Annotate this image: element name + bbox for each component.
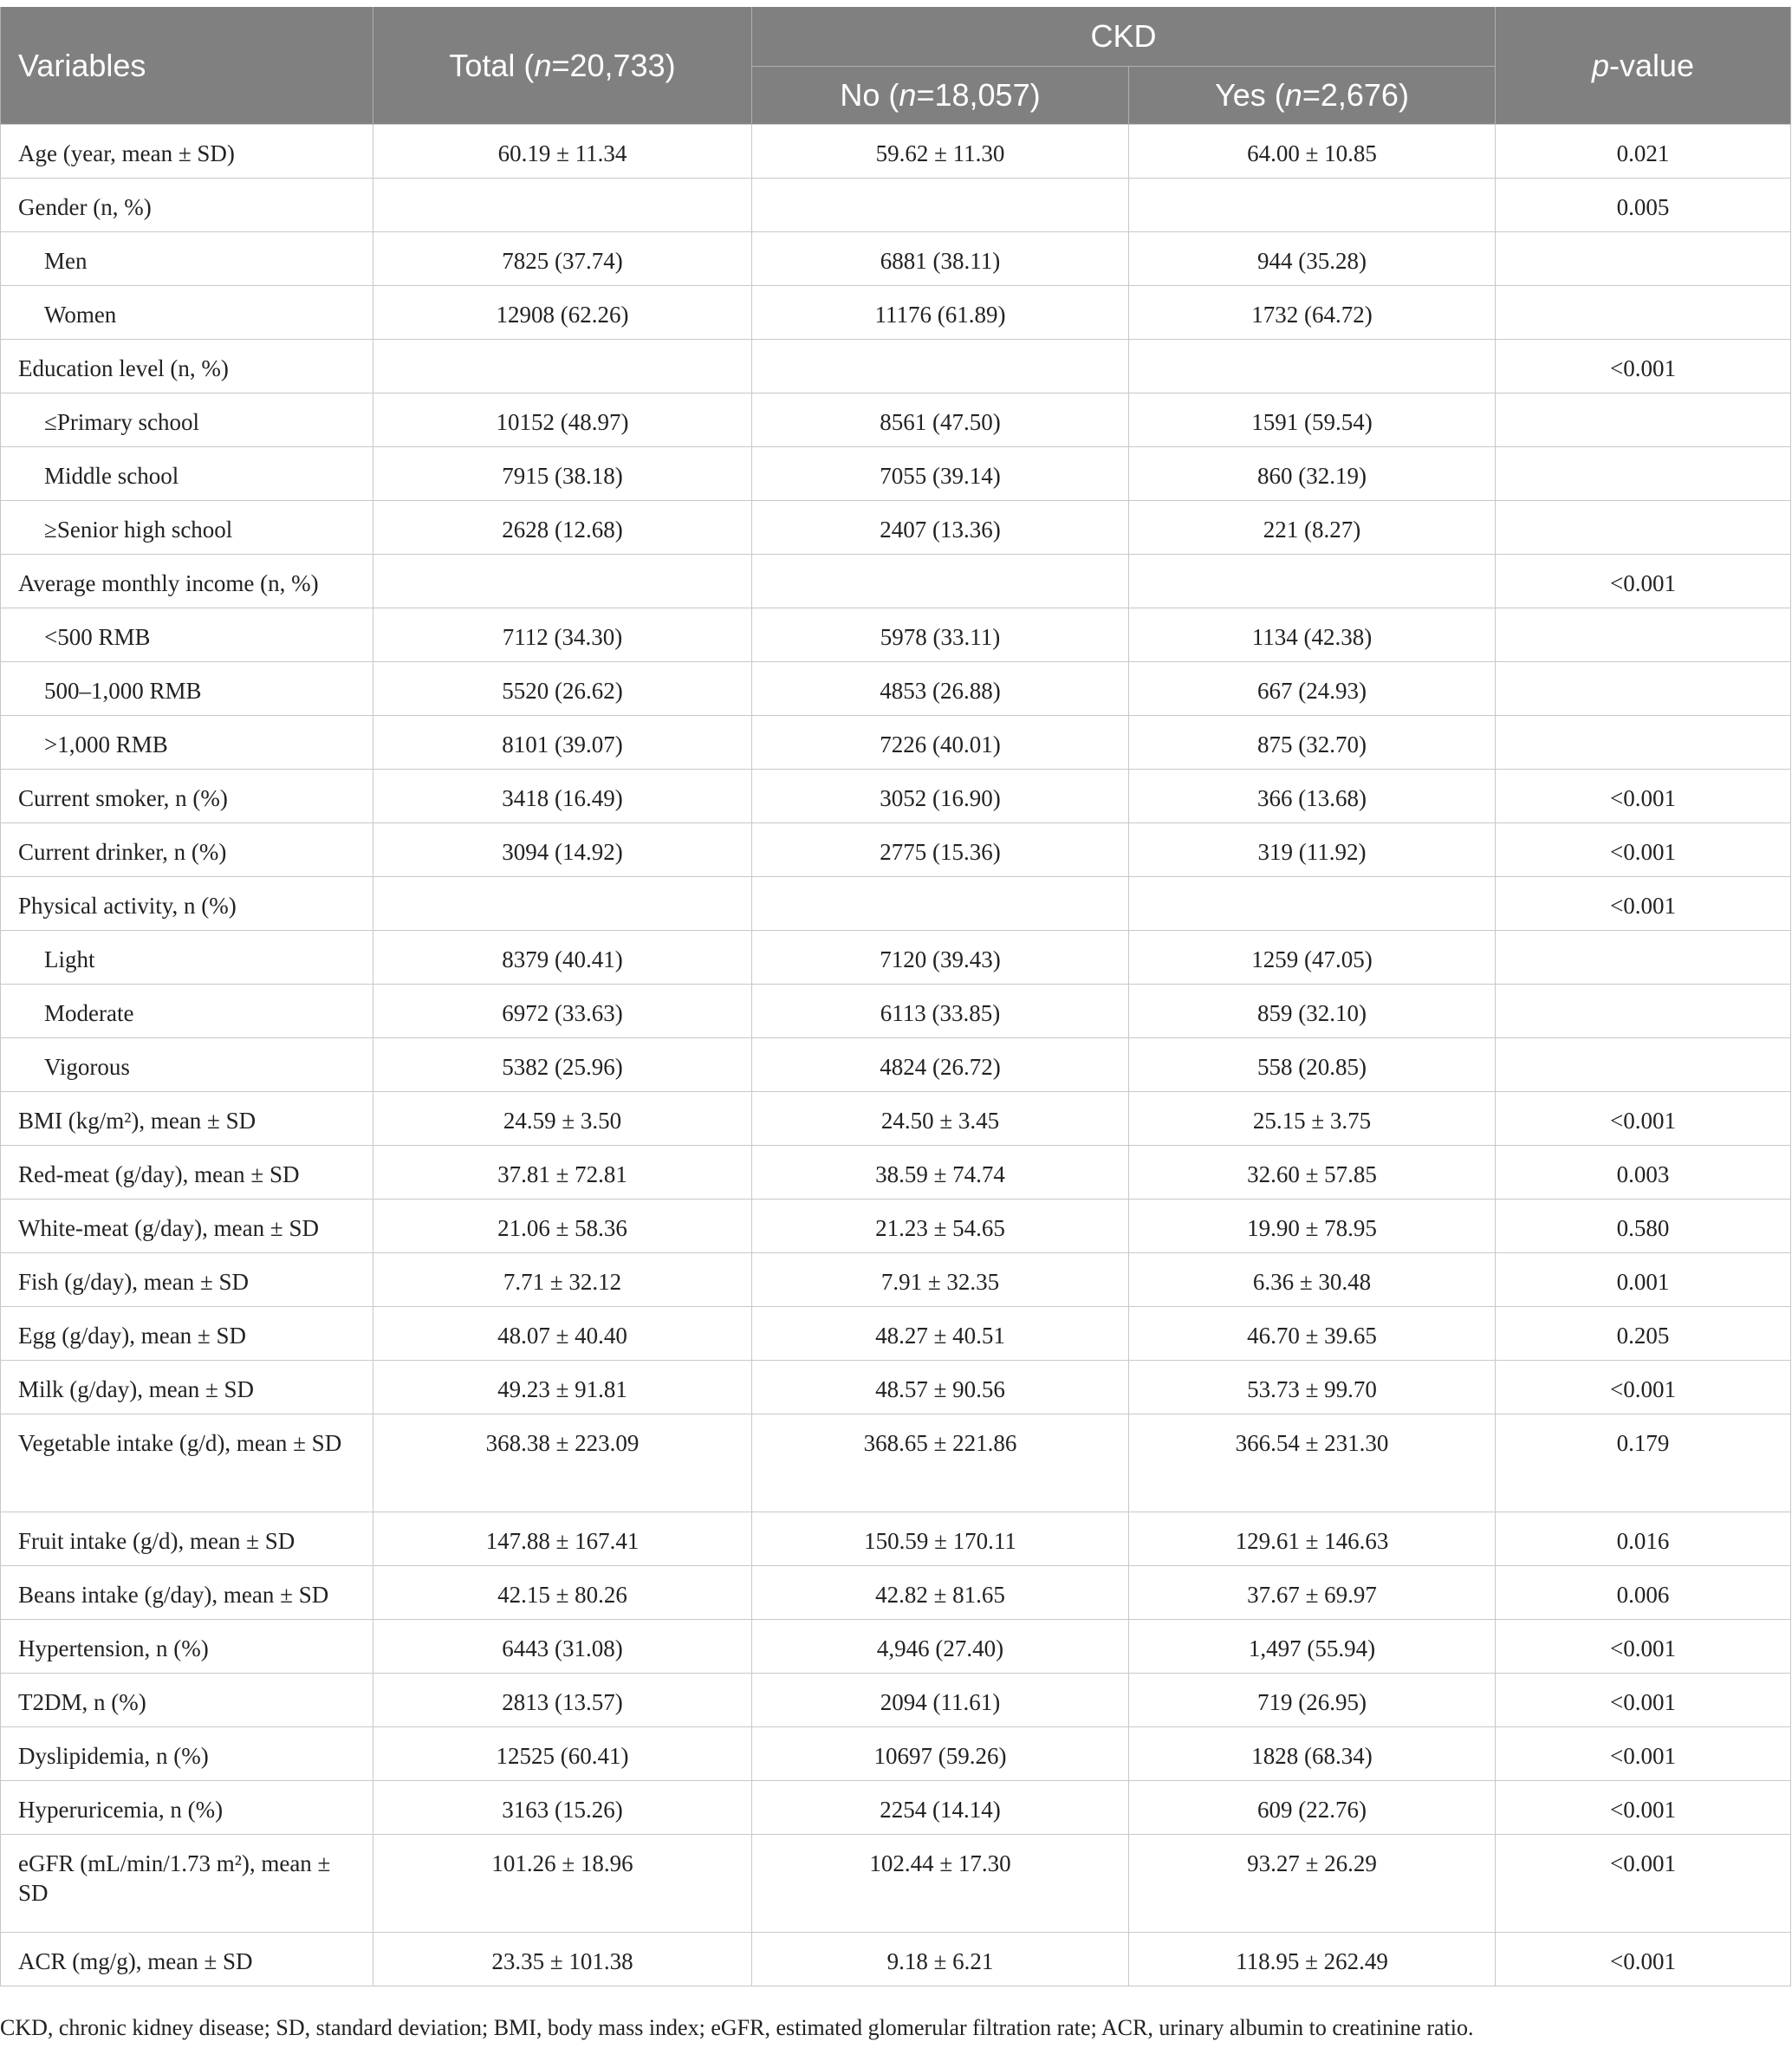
variable-cell: Red-meat (g/day), mean ± SD	[1, 1146, 373, 1200]
ckd-yes-cell: 53.73 ± 99.70	[1129, 1361, 1496, 1414]
ckd-yes-cell: 719 (26.95)	[1129, 1674, 1496, 1727]
ckd-yes-cell: 1259 (47.05)	[1129, 931, 1496, 985]
ckd-yes-cell: 25.15 ± 3.75	[1129, 1092, 1496, 1146]
variable-cell: <500 RMB	[1, 608, 373, 662]
total-cell: 3094 (14.92)	[373, 823, 752, 877]
ckd-yes-cell: 1134 (42.38)	[1129, 608, 1496, 662]
ckd-no-cell: 150.59 ± 170.11	[752, 1512, 1129, 1566]
p-value-cell	[1496, 608, 1791, 662]
ckd-no-cell: 368.65 ± 221.86	[752, 1414, 1129, 1512]
total-cell: 7112 (34.30)	[373, 608, 752, 662]
ckd-yes-cell	[1129, 179, 1496, 232]
variable-cell: Men	[1, 232, 373, 286]
table-row	[1, 286, 1791, 340]
ckd-no-cell	[752, 555, 1129, 608]
variable-cell: ≤Primary school	[1, 393, 373, 447]
ckd-no-cell: 4824 (26.72)	[752, 1038, 1129, 1092]
table-row	[1, 823, 1791, 877]
p-value-cell: <0.001	[1496, 770, 1791, 823]
table-row	[1, 985, 1791, 1038]
total-cell: 5382 (25.96)	[373, 1038, 752, 1092]
total-cell: 8379 (40.41)	[373, 931, 752, 985]
p-value-cell	[1496, 447, 1791, 501]
variable-cell: Vegetable intake (g/d), mean ± SD	[1, 1414, 373, 1512]
variable-cell: Milk (g/day), mean ± SD	[1, 1361, 373, 1414]
ckd-yes-cell: 32.60 ± 57.85	[1129, 1146, 1496, 1200]
variable-cell: 500–1,000 RMB	[1, 662, 373, 716]
table-row	[1, 608, 1791, 662]
ckd-no-cell: 2254 (14.14)	[752, 1781, 1129, 1835]
ckd-yes-cell: 1828 (68.34)	[1129, 1727, 1496, 1781]
ckd-yes-cell: 860 (32.19)	[1129, 447, 1496, 501]
total-cell: 7825 (37.74)	[373, 232, 752, 286]
header-p-value: p-value	[1496, 7, 1791, 125]
header-total: Total (n=20,733)	[373, 7, 752, 125]
total-cell: 10152 (48.97)	[373, 393, 752, 447]
variable-cell: Education level (n, %)	[1, 340, 373, 393]
ckd-no-cell	[752, 179, 1129, 232]
total-cell: 3163 (15.26)	[373, 1781, 752, 1835]
variable-cell: Middle school	[1, 447, 373, 501]
total-cell: 21.06 ± 58.36	[373, 1200, 752, 1253]
variable-cell: BMI (kg/m²), mean ± SD	[1, 1092, 373, 1146]
ckd-no-cell: 48.57 ± 90.56	[752, 1361, 1129, 1414]
table-row	[1, 1674, 1791, 1727]
variable-cell: Age (year, mean ± SD)	[1, 125, 373, 179]
table-row	[1, 931, 1791, 985]
p-value-cell: 0.003	[1496, 1146, 1791, 1200]
ckd-yes-cell	[1129, 877, 1496, 931]
p-value-cell: 0.016	[1496, 1512, 1791, 1566]
variable-cell: T2DM, n (%)	[1, 1674, 373, 1727]
variable-cell: Beans intake (g/day), mean ± SD	[1, 1566, 373, 1620]
total-cell: 42.15 ± 80.26	[373, 1566, 752, 1620]
ckd-no-cell: 24.50 ± 3.45	[752, 1092, 1129, 1146]
variable-cell: White-meat (g/day), mean ± SD	[1, 1200, 373, 1253]
p-value-cell: <0.001	[1496, 555, 1791, 608]
table-row	[1, 1512, 1791, 1566]
p-value-cell: 0.179	[1496, 1414, 1791, 1512]
variable-cell: ≥Senior high school	[1, 501, 373, 555]
p-value-cell	[1496, 1038, 1791, 1092]
ckd-no-cell: 7120 (39.43)	[752, 931, 1129, 985]
p-value-cell: <0.001	[1496, 1361, 1791, 1414]
ckd-yes-cell: 667 (24.93)	[1129, 662, 1496, 716]
total-cell	[373, 877, 752, 931]
p-value-cell: 0.001	[1496, 1253, 1791, 1307]
p-value-cell: <0.001	[1496, 1727, 1791, 1781]
table-row	[1, 555, 1791, 608]
table-row	[1, 125, 1791, 179]
ckd-no-cell: 21.23 ± 54.65	[752, 1200, 1129, 1253]
ckd-yes-cell	[1129, 340, 1496, 393]
header-ckd: CKD	[752, 7, 1496, 67]
ckd-no-cell: 4853 (26.88)	[752, 662, 1129, 716]
variable-cell: Average monthly income (n, %)	[1, 555, 373, 608]
variable-cell: Fish (g/day), mean ± SD	[1, 1253, 373, 1307]
table-row	[1, 1361, 1791, 1414]
p-value-cell: <0.001	[1496, 877, 1791, 931]
total-cell: 2813 (13.57)	[373, 1674, 752, 1727]
ckd-no-cell: 3052 (16.90)	[752, 770, 1129, 823]
table-row	[1, 1933, 1791, 1986]
table-row	[1, 179, 1791, 232]
ckd-no-cell: 5978 (33.11)	[752, 608, 1129, 662]
total-cell: 147.88 ± 167.41	[373, 1512, 752, 1566]
p-value-cell: <0.001	[1496, 1835, 1791, 1933]
ckd-yes-cell: 6.36 ± 30.48	[1129, 1253, 1496, 1307]
ckd-yes-cell: 1591 (59.54)	[1129, 393, 1496, 447]
ckd-no-cell: 7.91 ± 32.35	[752, 1253, 1129, 1307]
ckd-yes-cell: 558 (20.85)	[1129, 1038, 1496, 1092]
p-value-cell	[1496, 985, 1791, 1038]
p-value-cell	[1496, 393, 1791, 447]
p-value-cell	[1496, 501, 1791, 555]
variable-cell: Vigorous	[1, 1038, 373, 1092]
ckd-no-cell: 2094 (11.61)	[752, 1674, 1129, 1727]
table-container	[0, 7, 1790, 1986]
table-row	[1, 1566, 1791, 1620]
table-row	[1, 1727, 1791, 1781]
total-cell: 7.71 ± 32.12	[373, 1253, 752, 1307]
ckd-yes-cell: 366.54 ± 231.30	[1129, 1414, 1496, 1512]
ckd-no-cell: 7226 (40.01)	[752, 716, 1129, 770]
p-value-cell: <0.001	[1496, 1933, 1791, 1986]
p-value-cell: <0.001	[1496, 1620, 1791, 1674]
ckd-yes-cell	[1129, 555, 1496, 608]
total-cell: 23.35 ± 101.38	[373, 1933, 752, 1986]
ckd-no-cell: 42.82 ± 81.65	[752, 1566, 1129, 1620]
variable-cell: Fruit intake (g/d), mean ± SD	[1, 1512, 373, 1566]
ckd-yes-cell: 319 (11.92)	[1129, 823, 1496, 877]
ckd-no-cell: 2775 (15.36)	[752, 823, 1129, 877]
ckd-yes-cell: 944 (35.28)	[1129, 232, 1496, 286]
ckd-yes-cell: 221 (8.27)	[1129, 501, 1496, 555]
total-cell: 6972 (33.63)	[373, 985, 752, 1038]
ckd-yes-cell: 129.61 ± 146.63	[1129, 1512, 1496, 1566]
table-row	[1, 1038, 1791, 1092]
p-value-cell	[1496, 286, 1791, 340]
total-cell	[373, 179, 752, 232]
ckd-yes-cell: 46.70 ± 39.65	[1129, 1307, 1496, 1361]
table-row	[1, 770, 1791, 823]
table-header	[1, 7, 1791, 125]
ckd-no-cell: 102.44 ± 17.30	[752, 1835, 1129, 1933]
total-cell: 8101 (39.07)	[373, 716, 752, 770]
variable-cell: Dyslipidemia, n (%)	[1, 1727, 373, 1781]
p-value-cell: 0.580	[1496, 1200, 1791, 1253]
variable-cell: Egg (g/day), mean ± SD	[1, 1307, 373, 1361]
p-value-cell	[1496, 232, 1791, 286]
table-row	[1, 1200, 1791, 1253]
total-cell	[373, 340, 752, 393]
ckd-yes-cell: 859 (32.10)	[1129, 985, 1496, 1038]
table-row	[1, 1781, 1791, 1835]
table-row	[1, 232, 1791, 286]
ckd-yes-cell: 875 (32.70)	[1129, 716, 1496, 770]
header-variables: Variables	[1, 7, 373, 125]
p-value-cell: <0.001	[1496, 823, 1791, 877]
p-value-cell: <0.001	[1496, 1781, 1791, 1835]
total-cell: 368.38 ± 223.09	[373, 1414, 752, 1512]
ckd-no-cell: 59.62 ± 11.30	[752, 125, 1129, 179]
total-cell	[373, 555, 752, 608]
variable-cell: Hypertension, n (%)	[1, 1620, 373, 1674]
ckd-yes-cell: 366 (13.68)	[1129, 770, 1496, 823]
total-cell: 48.07 ± 40.40	[373, 1307, 752, 1361]
p-value-cell	[1496, 931, 1791, 985]
table-row	[1, 1146, 1791, 1200]
table-row	[1, 501, 1791, 555]
table-row	[1, 393, 1791, 447]
ckd-no-cell	[752, 877, 1129, 931]
p-value-cell	[1496, 716, 1791, 770]
ckd-yes-cell: 1732 (64.72)	[1129, 286, 1496, 340]
ckd-no-cell	[752, 340, 1129, 393]
total-cell: 60.19 ± 11.34	[373, 125, 752, 179]
total-cell: 6443 (31.08)	[373, 1620, 752, 1674]
table-row	[1, 1253, 1791, 1307]
total-cell: 37.81 ± 72.81	[373, 1146, 752, 1200]
total-cell: 12908 (62.26)	[373, 286, 752, 340]
ckd-no-cell: 38.59 ± 74.74	[752, 1146, 1129, 1200]
ckd-yes-cell: 37.67 ± 69.97	[1129, 1566, 1496, 1620]
variable-cell: Current drinker, n (%)	[1, 823, 373, 877]
p-value-cell: 0.205	[1496, 1307, 1791, 1361]
table-row	[1, 447, 1791, 501]
variable-cell: Moderate	[1, 985, 373, 1038]
ckd-no-cell: 11176 (61.89)	[752, 286, 1129, 340]
header-ckd-yes: Yes (n=2,676)	[1129, 67, 1496, 125]
ckd-no-cell: 6113 (33.85)	[752, 985, 1129, 1038]
total-cell: 3418 (16.49)	[373, 770, 752, 823]
total-cell: 2628 (12.68)	[373, 501, 752, 555]
ckd-yes-cell: 118.95 ± 262.49	[1129, 1933, 1496, 1986]
table-row	[1, 716, 1791, 770]
variable-cell: Current smoker, n (%)	[1, 770, 373, 823]
p-value-cell: <0.001	[1496, 1092, 1791, 1146]
ckd-yes-cell: 19.90 ± 78.95	[1129, 1200, 1496, 1253]
table-row	[1, 1620, 1791, 1674]
total-cell: 7915 (38.18)	[373, 447, 752, 501]
table-row	[1, 1092, 1791, 1146]
ckd-yes-cell: 64.00 ± 10.85	[1129, 125, 1496, 179]
table-row	[1, 1307, 1791, 1361]
header-ckd-no: No (n=18,057)	[752, 67, 1129, 125]
table-body	[1, 125, 1791, 1986]
ckd-yes-cell: 1,497 (55.94)	[1129, 1620, 1496, 1674]
characteristics-table	[0, 7, 1791, 1986]
table-row	[1, 662, 1791, 716]
variable-cell: ACR (mg/g), mean ± SD	[1, 1933, 373, 1986]
total-cell: 49.23 ± 91.81	[373, 1361, 752, 1414]
ckd-no-cell: 8561 (47.50)	[752, 393, 1129, 447]
ckd-no-cell: 48.27 ± 40.51	[752, 1307, 1129, 1361]
ckd-no-cell: 9.18 ± 6.21	[752, 1933, 1129, 1986]
variable-cell: Physical activity, n (%)	[1, 877, 373, 931]
p-value-cell: 0.006	[1496, 1566, 1791, 1620]
ckd-no-cell: 2407 (13.36)	[752, 501, 1129, 555]
ckd-no-cell: 4,946 (27.40)	[752, 1620, 1129, 1674]
table-row	[1, 340, 1791, 393]
variable-cell: >1,000 RMB	[1, 716, 373, 770]
variable-cell: Women	[1, 286, 373, 340]
total-cell: 5520 (26.62)	[373, 662, 752, 716]
table-row	[1, 1835, 1791, 1933]
p-value-cell: <0.001	[1496, 1674, 1791, 1727]
variable-cell: Hyperuricemia, n (%)	[1, 1781, 373, 1835]
p-value-cell: 0.005	[1496, 179, 1791, 232]
total-cell: 101.26 ± 18.96	[373, 1835, 752, 1933]
p-value-cell: <0.001	[1496, 340, 1791, 393]
variable-cell: Light	[1, 931, 373, 985]
ckd-no-cell: 10697 (59.26)	[752, 1727, 1129, 1781]
ckd-yes-cell: 93.27 ± 26.29	[1129, 1835, 1496, 1933]
p-value-cell	[1496, 662, 1791, 716]
table-row	[1, 1414, 1791, 1512]
variable-cell: eGFR (mL/min/1.73 m²), mean ± SD	[1, 1835, 373, 1933]
ckd-no-cell: 7055 (39.14)	[752, 447, 1129, 501]
table-row	[1, 877, 1791, 931]
total-cell: 12525 (60.41)	[373, 1727, 752, 1781]
p-value-cell: 0.021	[1496, 125, 1791, 179]
table-footnote: CKD, chronic kidney disease; SD, standard deviation; BMI, body mass index; eGFR, estimated glomerular filtration rate; ACR, urinary albumin to creatinine ratio.	[0, 2015, 1474, 2040]
total-cell: 24.59 ± 3.50	[373, 1092, 752, 1146]
ckd-no-cell: 6881 (38.11)	[752, 232, 1129, 286]
variable-cell: Gender (n, %)	[1, 179, 373, 232]
ckd-yes-cell: 609 (22.76)	[1129, 1781, 1496, 1835]
